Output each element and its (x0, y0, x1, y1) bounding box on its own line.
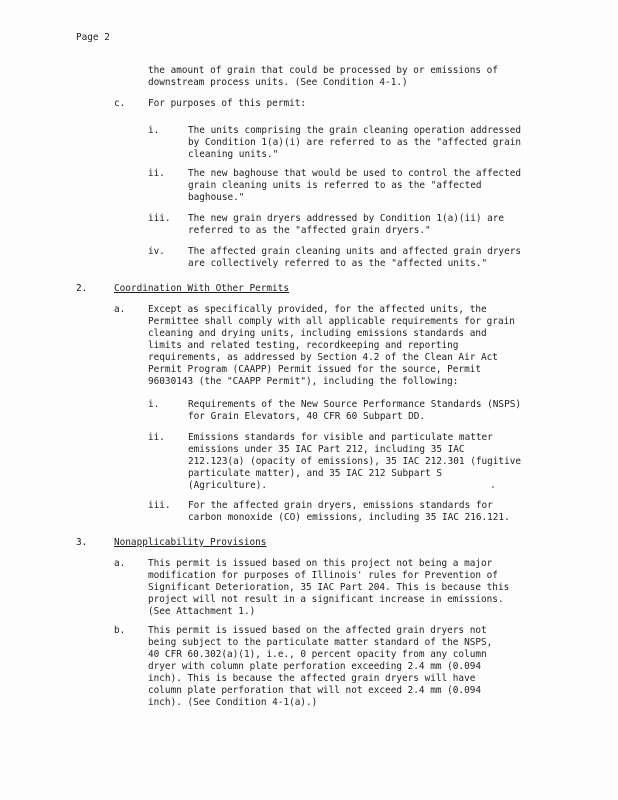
section-2a-ii-line: Emissions standards for visible and particulate matter (188, 432, 493, 443)
item-c-ii-line: grain cleaning units is referred to as the "affected (188, 180, 482, 191)
section-2a-iii-label: iii. (148, 500, 171, 511)
item-c-i-line: cleaning units." (188, 149, 279, 160)
item-c-iv-label: iv. (148, 246, 165, 257)
section-3b-line: 40 CFR 60.302(a)(1), i.e., 0 percent opacity from any column (148, 649, 487, 660)
section-3a-line: This permit is issued based on this project not being a major (148, 558, 493, 569)
section-2a-ii-line: 212.123(a) (opacity of emissions), 35 IAC 212.301 (fugitive (188, 456, 522, 467)
item-c-iii-line: referred to as the "affected grain dryers." (188, 225, 431, 236)
section-2a-line: cleaning and drying units, including emissions standards and (148, 328, 487, 339)
item-c-i-line: The units comprising the grain cleaning operation addressed (188, 125, 522, 136)
item-c-iii-label: iii. (148, 213, 171, 224)
section-3a-line: Significant Deterioration, 35 IAC Part 204. This is because this (148, 582, 510, 593)
section-3a-label: a. (114, 558, 126, 569)
intro-line: downstream process units. (See Condition 4-1.) (148, 77, 408, 88)
section-3b-line: dryer with column plate perforation exceeding 2.4 mm (0.094 (148, 661, 482, 672)
section-2a-label: a. (114, 304, 126, 315)
item-c-ii-line: The new baghouse that would be used to control the affected (188, 168, 522, 179)
section-2a-i-label: i. (148, 399, 160, 410)
section-3-heading: Nonapplicability Provisions (114, 537, 267, 548)
section-2a-line: Except as specifically provided, for the affected units, the (148, 304, 487, 315)
section-3b-line: column plate perforation that will not exceed 2.4 mm (0.094 (148, 685, 482, 696)
item-c-iv-line: The affected grain cleaning units and affected grain dryers (188, 246, 522, 257)
item-c-iii-line: The new grain dryers addressed by Condition 1(a)(ii) are (188, 213, 505, 224)
section-2a-line: requirements, as addressed by Section 4.2 of the Clean Air Act (148, 352, 498, 363)
section-3b-line: This permit is issued based on the affected grain dryers not (148, 625, 487, 636)
section-3a-line: (See Attachment 1.) (148, 606, 256, 617)
item-c-iv-line: are collectively referred to as the "affected units." (188, 258, 488, 269)
section-3b-label: b. (114, 625, 126, 636)
section-2a-line: Permittee shall comply with all applicable requirements for grain (148, 316, 515, 327)
section-2a-ii-line: particulate matter), and 35 IAC 212 Subpart S (188, 468, 442, 479)
item-c-ii-line: baghouse." (188, 192, 245, 203)
section-2a-i-line: Requirements of the New Source Performance Standards (NSPS) (188, 399, 522, 410)
section-3a-line: modification for purposes of Illinois' rules for Prevention of (148, 570, 498, 581)
section-2a-iii-line: For the affected grain dryers, emissions standards for (188, 500, 493, 511)
section-2a-line: limits and related testing, recordkeeping and reporting (148, 340, 459, 351)
section-3-number: 3. (76, 537, 88, 548)
section-2a-ii-line: emissions under 35 IAC Part 212, including 35 IAC (188, 444, 465, 455)
item-c-text: For purposes of this permit: (148, 98, 307, 109)
item-c-i-label: i. (148, 125, 160, 136)
section-3b-line: being subject to the particulate matter standard of the NSPS, (148, 637, 493, 648)
intro-line: the amount of grain that could be processed by or emissions of (148, 65, 498, 76)
section-2a-ii-label: ii. (148, 432, 165, 443)
item-c-label: c. (114, 98, 126, 109)
section-2a-line: 96030143 (the "CAAPP Permit"), including the following: (148, 376, 459, 387)
section-2a-iii-line: carbon monoxide (CO) emissions, including 35 IAC 216.121. (188, 512, 510, 523)
section-3b-line: inch). This is because the affected grain dryers will have (148, 673, 476, 684)
section-2-heading: Coordination With Other Permits (114, 283, 289, 294)
section-2a-ii-line: (Agriculture). (188, 480, 268, 491)
section-2a-i-line: for Grain Elevators, 40 CFR 60 Subpart DD. (188, 411, 426, 422)
section-3a-line: project will not result in a significant increase in emissions. (148, 594, 504, 605)
section-2-number: 2. (76, 283, 88, 294)
item-c-ii-label: ii. (148, 168, 165, 179)
item-c-i-line: by Condition 1(a)(i) are referred to as the "affected grain (188, 137, 522, 148)
section-2a-line: Permit Program (CAAPP) Permit issued for the source, Permit (148, 364, 482, 375)
page-number: Page 2 (76, 32, 110, 43)
scan-speck (492, 486, 494, 488)
section-3b-line: inch). (See Condition 4-1(a).) (148, 697, 318, 708)
